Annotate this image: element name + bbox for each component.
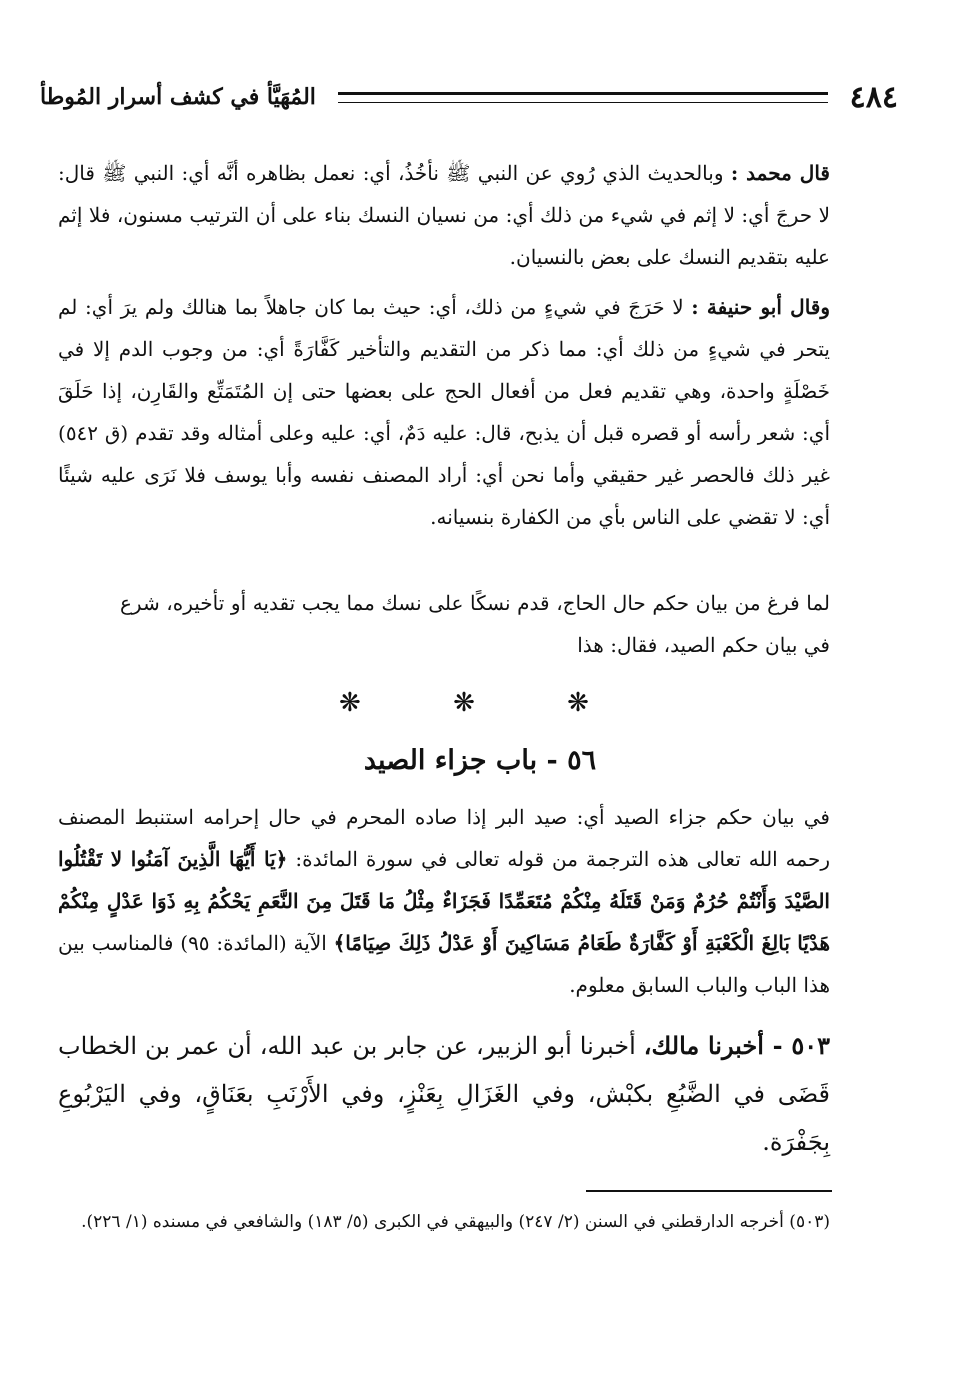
paragraph-muhammad [58, 152, 830, 278]
paragraph-chapter-intro [58, 796, 830, 1006]
paragraph-text: في بيان حكم جزاء الصيد أي: صيد البر إذا صاده المحرم في حال إحرامه استنبط المصنف رحمه الله تعالى هذه الترجمة من قوله تعالى في سورة المائدة: [58, 805, 830, 871]
paragraph-transition [120, 582, 830, 666]
quran-verse: ﴿يَا أَيُّهَا الَّذِينَ آمَنُوا لا تَقْتُلُوا الصَّيْدَ وَأَنْتُمْ حُرُمٌ وَمَنْ قَتَلَهُ مِنْكُمْ مُتَعَمِّدًا فَجَزَاءٌ مِثْلُ مَا قَتَلَ مِنَ النَّعَمِ يَحْكُمُ بِهِ ذَوَا عَدْلٍ مِنْكُمْ هَدْيًا بَالِغَ الْكَعْبَةِ أَوْ كَفَّارَةٌ طَعَامُ مَسَاكِينَ أَوْ عَدْلُ ذَلِكَ صِيَامًا﴾ [58, 847, 831, 955]
paragraph-text: الآية (المائدة: ٩٥) فالمناسب بين هذا الباب والباب السابق معلوم. [58, 931, 830, 997]
paragraph-lead: قال محمد : [730, 161, 830, 185]
paragraph-lead: وقال أبو حنيفة : [691, 295, 831, 319]
paragraph-text: وبالحديث الذي رُوي عن النبي ﷺ نأخُذُ، أي: نعمل بظاهره أنَّه أي: النبي ﷺ قال: لا حرجَ أي: لا إثم في شيء من ذلك أي: من نسيان النسك بناء على أن الترتيب مسنون، فلا إثم عليه بتقديم النسك على بعض بالنسيان. [58, 161, 830, 269]
footnote [58, 1206, 830, 1238]
page-number: ٤٨٤ [849, 79, 898, 115]
paragraph-text: لما فرغ من بيان حكم حال الحاج، قدم نسكًا على نسك مما يجب تقديه أو تأخيره، شرع في بيان حكم الصيد، فقال: هذا [120, 591, 830, 657]
header-rule [338, 92, 828, 103]
footnote-divider [586, 1190, 832, 1192]
hadith-text: أخبرنا أبو الزبير، عن جابر بن عبد الله، أن عمر بن الخطاب قَضَى في الضَّبُعِ بكبْش، وفي الغَزَالِ بِعَنْزٍ، وفي الأَرْنَبِ بعَنَاقٍ، وفي اليَرْبُوعِ بِجَفْرَة. [58, 1032, 830, 1156]
running-title: المُهَيَّأ في كشف أسرار المُوطأ [40, 84, 316, 110]
footnote-text: (٥٠٣) أخرجه الدارقطني في السنن (٢/ ٢٤٧) والبيهقي في الكبرى (٥/ ١٨٣) والشافعي في مسنده (١/ ٢٢٦). [81, 1212, 830, 1232]
hadith-503 [58, 1022, 830, 1166]
page-header [40, 72, 898, 122]
section-ornament: ❋ ❋ ❋ [339, 688, 631, 718]
chapter-title: ٥٦ - باب جزاء الصيد [363, 745, 597, 776]
hadith-number-lead: ٥٠٣ - أخبرنا مالك، [643, 1031, 830, 1060]
paragraph-abu-hanifa [58, 286, 830, 538]
paragraph-text: لا حَرَجَ في شيءٍ من ذلك، أي: حيث بما كان جاهلاً بما هنالك ولم يرَ أي: لم يتحر في شيءٍ من ذلك أي: مما ذكر من التقديم والتأخير كَفَّارَةً أي: من وجوب الدم إلا في خَصْلَةٍ واحدة، وهي تقديم فعل من أفعال الحج على بعضها حتى إن المُتَمَتِّع والقَارِن، إذا حَلَقَ أي: شعر رأسه أو قصره قبل أن يذبح، قال: عليه دَمٌ، أي: عليه وعلى أمثاله وقد تقدم (ق ٥٤٢) غير ذلك فالحصر غير حقيقي وأما نحن أي: أراد المصنف نفسه وأبا يوسف فلا نَرَى عليه شيئًا أي: لا تقضي على الناس بأي من الكفارة بنسيانه. [58, 295, 830, 529]
